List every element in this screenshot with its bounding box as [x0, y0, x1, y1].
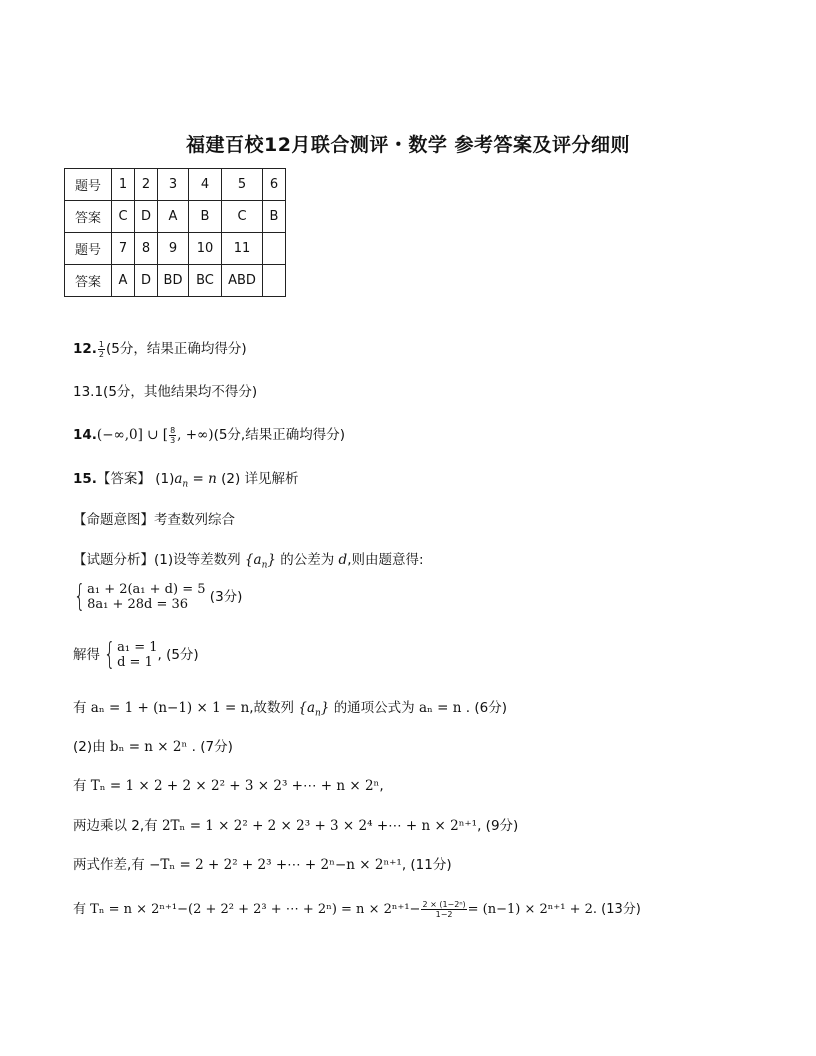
math-expression: −Tₙ = 2 + 2² + 2³ +⋯ + 2ⁿ−n × 2ⁿ⁺¹: [149, 857, 402, 873]
math-expression: $\{a_n\}$: [244, 552, 276, 571]
table-cell: 题号: [65, 169, 112, 201]
table-cell: A: [158, 201, 189, 233]
table-cell: 1: [112, 169, 135, 201]
table-cell: 9: [158, 233, 189, 265]
equation: d = 1: [117, 655, 153, 670]
answer-13: [73, 380, 257, 400]
math-expression: $a_n = n$: [174, 471, 217, 490]
text: 两式作差,有: [73, 857, 145, 873]
numerator: 8: [170, 425, 176, 435]
table-row: [65, 201, 286, 233]
table-cell: BC: [189, 265, 222, 297]
table-cell: 答案: [65, 265, 112, 297]
denominator: 2: [98, 349, 105, 359]
equation: 8a₁ + 28d = 36: [87, 597, 189, 612]
analysis-text: 的公差为: [280, 552, 335, 568]
score-note: (5分，结果正确均得分): [106, 341, 247, 357]
score-note: (3分): [209, 589, 243, 605]
table-cell: 10: [189, 233, 222, 265]
table-row: [65, 265, 286, 297]
denominator: 3: [170, 435, 176, 445]
math-expression: d: [338, 552, 348, 568]
table-cell: BD: [158, 265, 189, 297]
answer-table: [64, 168, 286, 297]
math-expression: 2Tₙ = 1 × 2² + 2 × 2³ + 3 × 2⁴ +⋯ + n × 2ⁿ⁺¹: [161, 818, 478, 834]
double-sum-line: [73, 814, 518, 834]
fraction: [98, 340, 105, 359]
table-cell: 5: [222, 169, 263, 201]
part2-line: [73, 735, 233, 755]
score-note: (5分,结果正确均得分): [213, 427, 345, 443]
table-cell: 7: [112, 233, 135, 265]
result-line: [73, 898, 641, 919]
table-cell: C: [112, 201, 135, 233]
table-row: [65, 233, 286, 265]
answer-14: [73, 423, 345, 445]
text: 有: [73, 902, 87, 917]
table-cell: 11: [222, 233, 263, 265]
score-note: , (5分): [157, 647, 199, 663]
analysis-text: ,则由题意得:: [347, 552, 424, 568]
score-note: , (9分): [477, 818, 519, 834]
math-expression: = (n−1) × 2ⁿ⁺¹ + 2: [467, 902, 593, 917]
table-cell: [263, 233, 286, 265]
table-cell: [263, 265, 286, 297]
table-cell: D: [135, 265, 158, 297]
difference-line: [73, 853, 452, 873]
equation-stack: [87, 582, 205, 612]
math-expression: aₙ = n: [418, 700, 462, 716]
question-number: 12.: [73, 341, 97, 357]
table-cell: 3: [158, 169, 189, 201]
part-text: (2) 详见解析: [221, 471, 299, 487]
solution-line: [73, 637, 199, 672]
table-cell: 题号: [65, 233, 112, 265]
page-title: 福建百校12月联合测评・数学 参考答案及评分细则: [185, 134, 631, 156]
brace: {: [73, 579, 86, 614]
analysis-text: 【试题分析】(1)设等差数列: [73, 552, 241, 568]
answer-tag: 【答案】: [96, 471, 151, 487]
math-expression: (−∞,0] ∪ [: [96, 427, 169, 443]
math-expression: Tₙ = n × 2ⁿ⁺¹−(2 + 2² + 2³ + ⋯ + 2ⁿ) = n × 2ⁿ⁺¹−: [90, 902, 421, 917]
part-label: (1): [155, 471, 175, 487]
text: (2)由: [73, 739, 106, 755]
general-term-line: [73, 696, 507, 719]
answer-12: [73, 337, 247, 359]
analysis-line: [73, 548, 424, 571]
text: ,故数列: [249, 700, 295, 716]
table-cell: D: [135, 201, 158, 233]
math-expression: Tₙ = 1 × 2 + 2 × 2² + 3 × 2³ +⋯ + n × 2ⁿ: [90, 778, 380, 794]
text: 的通项公式为: [333, 700, 415, 716]
score-note: . (6分): [465, 700, 507, 716]
text: 有: [73, 700, 87, 716]
text: 两边乘以 2,有: [73, 818, 158, 834]
table-cell: 2: [135, 169, 158, 201]
equation-stack: [117, 640, 157, 670]
label: 解得: [73, 647, 100, 663]
table-cell: B: [189, 201, 222, 233]
numerator: 2 × (1−2ⁿ): [422, 900, 466, 909]
table-cell: 4: [189, 169, 222, 201]
math-expression: $\{a_n\}$: [298, 700, 330, 719]
table-row: [65, 169, 286, 201]
table-cell: 答案: [65, 201, 112, 233]
sum-line: [73, 774, 384, 794]
score-note: , (11分): [401, 857, 452, 873]
math-expression: , +∞): [177, 427, 214, 443]
table-cell: B: [263, 201, 286, 233]
equation-system: [70, 579, 243, 614]
score-note: . (7分): [191, 739, 233, 755]
numerator: 1: [98, 339, 105, 349]
score-note: . (13分): [592, 902, 641, 917]
math-expression: bₙ = n × 2ⁿ: [109, 739, 188, 755]
denominator: 1−2: [435, 910, 453, 919]
table-cell: 6: [263, 169, 286, 201]
answer-15-header: [73, 467, 299, 490]
equation: a₁ + 2(a₁ + d) = 5: [87, 582, 206, 597]
fraction: [169, 426, 176, 445]
intent-line: 【命题意图】考查数列综合: [73, 512, 235, 528]
text: 有: [73, 778, 87, 794]
equation: a₁ = 1: [117, 640, 158, 655]
answer-text: 13.1(5分，其他结果均不得分): [73, 384, 258, 400]
question-number: 14.: [73, 427, 97, 443]
table-cell: A: [112, 265, 135, 297]
fraction: [421, 900, 466, 919]
table-cell: ABD: [222, 265, 263, 297]
table-cell: 8: [135, 233, 158, 265]
brace: {: [103, 637, 116, 672]
table-cell: C: [222, 201, 263, 233]
question-number: 15.: [73, 471, 97, 487]
math-expression: aₙ = 1 + (n−1) × 1 = n: [90, 700, 250, 716]
text: ,: [379, 778, 384, 794]
